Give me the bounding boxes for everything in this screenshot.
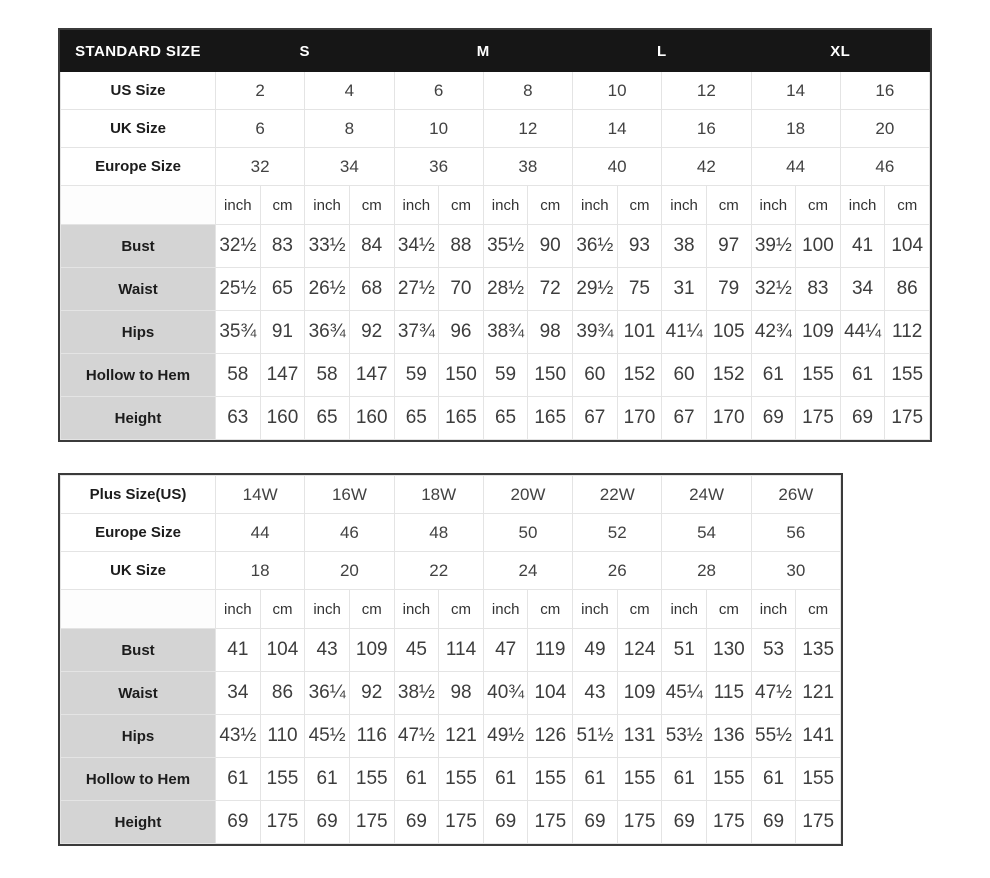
unit-cell: cm xyxy=(885,186,930,225)
size-cell: 20 xyxy=(305,552,394,590)
value-cell: 28½ xyxy=(483,268,528,311)
table-header-row xyxy=(61,31,930,72)
value-cell: 44¼ xyxy=(840,311,885,354)
size-row xyxy=(61,110,930,148)
value-cell: 61 xyxy=(662,758,707,801)
value-cell: 53 xyxy=(751,629,796,672)
unit-cell: cm xyxy=(528,590,573,629)
value-cell: 83 xyxy=(260,225,305,268)
value-cell: 65 xyxy=(305,397,350,440)
size-row xyxy=(61,552,841,590)
empty-corner-cell xyxy=(61,590,216,629)
row-label: Hips xyxy=(61,311,216,354)
value-cell: 104 xyxy=(260,629,305,672)
value-cell: 150 xyxy=(439,354,484,397)
value-cell: 26½ xyxy=(305,268,350,311)
value-cell: 32½ xyxy=(216,225,261,268)
value-cell: 63 xyxy=(216,397,261,440)
value-cell: 155 xyxy=(885,354,930,397)
value-cell: 69 xyxy=(216,801,261,844)
value-cell: 165 xyxy=(439,397,484,440)
value-cell: 100 xyxy=(796,225,841,268)
size-cell: 52 xyxy=(573,514,662,552)
standard-size-table-frame xyxy=(58,28,932,442)
value-cell: 105 xyxy=(706,311,751,354)
value-cell: 160 xyxy=(349,397,394,440)
value-cell: 88 xyxy=(439,225,484,268)
value-cell: 136 xyxy=(707,715,752,758)
value-cell: 84 xyxy=(349,225,394,268)
unit-cell: inch xyxy=(751,590,796,629)
measurement-row xyxy=(61,672,841,715)
value-cell: 69 xyxy=(662,801,707,844)
value-cell: 43 xyxy=(573,672,618,715)
size-cell: 8 xyxy=(305,110,394,148)
measurement-row xyxy=(61,225,930,268)
size-cell: 26W xyxy=(751,476,840,514)
value-cell: 86 xyxy=(885,268,930,311)
value-cell: 25½ xyxy=(216,268,261,311)
value-cell: 175 xyxy=(260,801,305,844)
size-cell: 16 xyxy=(840,72,929,110)
standard-size-table xyxy=(60,30,930,440)
row-label: Europe Size xyxy=(61,514,216,552)
size-cell: 34 xyxy=(305,148,394,186)
size-cell: 2 xyxy=(216,72,305,110)
value-cell: 152 xyxy=(617,354,662,397)
value-cell: 45½ xyxy=(305,715,350,758)
value-cell: 61 xyxy=(573,758,618,801)
size-cell: 16 xyxy=(662,110,751,148)
value-cell: 175 xyxy=(707,801,752,844)
value-cell: 126 xyxy=(528,715,573,758)
value-cell: 47½ xyxy=(751,672,796,715)
value-cell: 135 xyxy=(796,629,841,672)
value-cell: 38 xyxy=(662,225,707,268)
measurement-row xyxy=(61,354,930,397)
value-cell: 60 xyxy=(662,354,707,397)
value-cell: 43 xyxy=(305,629,350,672)
unit-cell: inch xyxy=(305,186,350,225)
row-label: Bust xyxy=(61,629,216,672)
size-cell: 44 xyxy=(216,514,305,552)
value-cell: 38½ xyxy=(394,672,439,715)
size-cell: 18 xyxy=(216,552,305,590)
value-cell: 40¾ xyxy=(483,672,528,715)
size-row xyxy=(61,476,841,514)
value-cell: 41¼ xyxy=(662,311,707,354)
value-cell: 69 xyxy=(573,801,618,844)
value-cell: 55½ xyxy=(751,715,796,758)
unit-cell: inch xyxy=(216,186,261,225)
unit-cell: cm xyxy=(349,186,394,225)
value-cell: 91 xyxy=(260,311,305,354)
unit-cell: cm xyxy=(528,186,573,225)
plus-size-table xyxy=(60,475,841,844)
empty-corner-cell xyxy=(61,186,216,225)
value-cell: 70 xyxy=(439,268,484,311)
value-cell: 60 xyxy=(573,354,618,397)
value-cell: 61 xyxy=(751,354,796,397)
size-cell: 40 xyxy=(573,148,662,186)
value-cell: 83 xyxy=(796,268,841,311)
value-cell: 150 xyxy=(528,354,573,397)
row-label: Waist xyxy=(61,268,216,311)
measurement-row xyxy=(61,758,841,801)
value-cell: 61 xyxy=(751,758,796,801)
value-cell: 49½ xyxy=(483,715,528,758)
row-label: Hollow to Hem xyxy=(61,354,216,397)
value-cell: 147 xyxy=(349,354,394,397)
size-cell: 18 xyxy=(751,110,840,148)
row-label: Hips xyxy=(61,715,216,758)
value-cell: 34 xyxy=(216,672,261,715)
value-cell: 121 xyxy=(796,672,841,715)
value-cell: 141 xyxy=(796,715,841,758)
value-cell: 69 xyxy=(751,397,796,440)
measurement-row xyxy=(61,801,841,844)
value-cell: 69 xyxy=(751,801,796,844)
value-cell: 34 xyxy=(840,268,885,311)
value-cell: 61 xyxy=(840,354,885,397)
size-cell: 26 xyxy=(573,552,662,590)
value-cell: 65 xyxy=(394,397,439,440)
size-cell: 32 xyxy=(216,148,305,186)
value-cell: 92 xyxy=(349,672,394,715)
unit-cell: inch xyxy=(483,186,528,225)
value-cell: 114 xyxy=(439,629,484,672)
value-cell: 170 xyxy=(617,397,662,440)
value-cell: 29½ xyxy=(573,268,618,311)
size-cell: 10 xyxy=(394,110,483,148)
size-cell: 38 xyxy=(483,148,572,186)
value-cell: 34½ xyxy=(394,225,439,268)
value-cell: 175 xyxy=(796,397,841,440)
value-cell: 124 xyxy=(617,629,662,672)
value-cell: 45 xyxy=(394,629,439,672)
measurement-row xyxy=(61,268,930,311)
row-label: UK Size xyxy=(61,552,216,590)
value-cell: 98 xyxy=(528,311,573,354)
size-row xyxy=(61,72,930,110)
value-cell: 51 xyxy=(662,629,707,672)
value-cell: 165 xyxy=(528,397,573,440)
value-cell: 65 xyxy=(260,268,305,311)
unit-cell: inch xyxy=(573,590,618,629)
size-cell: 44 xyxy=(751,148,840,186)
unit-cell: cm xyxy=(617,186,662,225)
size-cell: 18W xyxy=(394,476,483,514)
size-group-header: XL xyxy=(751,31,930,72)
size-group-header: L xyxy=(573,31,752,72)
size-cell: 54 xyxy=(662,514,751,552)
size-row xyxy=(61,148,930,186)
value-cell: 69 xyxy=(305,801,350,844)
value-cell: 175 xyxy=(439,801,484,844)
value-cell: 121 xyxy=(439,715,484,758)
size-cell: 46 xyxy=(840,148,929,186)
measurement-row xyxy=(61,397,930,440)
value-cell: 59 xyxy=(483,354,528,397)
plus-size-table-frame xyxy=(58,473,843,846)
unit-cell: cm xyxy=(796,186,841,225)
unit-cell: inch xyxy=(394,590,439,629)
value-cell: 61 xyxy=(483,758,528,801)
value-cell: 36¼ xyxy=(305,672,350,715)
size-cell: 24 xyxy=(483,552,572,590)
value-cell: 160 xyxy=(260,397,305,440)
value-cell: 79 xyxy=(706,268,751,311)
size-cell: 28 xyxy=(662,552,751,590)
value-cell: 175 xyxy=(617,801,662,844)
size-cell: 48 xyxy=(394,514,483,552)
row-label: Height xyxy=(61,801,216,844)
value-cell: 98 xyxy=(439,672,484,715)
unit-cell: inch xyxy=(483,590,528,629)
value-cell: 147 xyxy=(260,354,305,397)
unit-cell: cm xyxy=(439,590,484,629)
value-cell: 61 xyxy=(305,758,350,801)
row-label: Plus Size(US) xyxy=(61,476,216,514)
value-cell: 115 xyxy=(707,672,752,715)
value-cell: 58 xyxy=(305,354,350,397)
value-cell: 175 xyxy=(796,801,841,844)
value-cell: 35¾ xyxy=(216,311,261,354)
size-cell: 22 xyxy=(394,552,483,590)
unit-cell: inch xyxy=(573,186,618,225)
value-cell: 49 xyxy=(573,629,618,672)
size-cell: 14W xyxy=(216,476,305,514)
size-cell: 14 xyxy=(573,110,662,148)
value-cell: 170 xyxy=(706,397,751,440)
unit-cell: cm xyxy=(617,590,662,629)
value-cell: 37¾ xyxy=(394,311,439,354)
value-cell: 39¾ xyxy=(573,311,618,354)
unit-cell: inch xyxy=(751,186,796,225)
value-cell: 92 xyxy=(349,311,394,354)
value-cell: 69 xyxy=(394,801,439,844)
value-cell: 75 xyxy=(617,268,662,311)
value-cell: 155 xyxy=(528,758,573,801)
row-label: Bust xyxy=(61,225,216,268)
unit-cell: cm xyxy=(260,186,305,225)
value-cell: 101 xyxy=(617,311,662,354)
value-cell: 175 xyxy=(885,397,930,440)
unit-cell: inch xyxy=(662,186,707,225)
value-cell: 155 xyxy=(796,758,841,801)
value-cell: 175 xyxy=(349,801,394,844)
row-label: Europe Size xyxy=(61,148,216,186)
value-cell: 155 xyxy=(349,758,394,801)
value-cell: 41 xyxy=(840,225,885,268)
unit-cell: inch xyxy=(840,186,885,225)
unit-cell: cm xyxy=(706,186,751,225)
value-cell: 155 xyxy=(617,758,662,801)
size-cell: 42 xyxy=(662,148,751,186)
unit-cell: inch xyxy=(394,186,439,225)
value-cell: 67 xyxy=(573,397,618,440)
unit-cell: inch xyxy=(216,590,261,629)
value-cell: 109 xyxy=(617,672,662,715)
size-cell: 10 xyxy=(573,72,662,110)
size-group-header: S xyxy=(216,31,395,72)
size-cell: 22W xyxy=(573,476,662,514)
value-cell: 68 xyxy=(349,268,394,311)
measurement-row xyxy=(61,629,841,672)
size-cell: 14 xyxy=(751,72,840,110)
row-label: UK Size xyxy=(61,110,216,148)
value-cell: 86 xyxy=(260,672,305,715)
size-cell: 20W xyxy=(483,476,572,514)
size-cell: 8 xyxy=(483,72,572,110)
value-cell: 155 xyxy=(439,758,484,801)
unit-cell: inch xyxy=(662,590,707,629)
unit-cell: cm xyxy=(796,590,841,629)
unit-cell: cm xyxy=(260,590,305,629)
value-cell: 42¾ xyxy=(751,311,796,354)
size-cell: 46 xyxy=(305,514,394,552)
value-cell: 43½ xyxy=(216,715,261,758)
value-cell: 33½ xyxy=(305,225,350,268)
value-cell: 131 xyxy=(617,715,662,758)
unit-cell: cm xyxy=(349,590,394,629)
unit-cell: cm xyxy=(707,590,752,629)
value-cell: 109 xyxy=(796,311,841,354)
row-label: US Size xyxy=(61,72,216,110)
size-cell: 36 xyxy=(394,148,483,186)
size-cell: 20 xyxy=(840,110,929,148)
value-cell: 130 xyxy=(707,629,752,672)
row-label: Height xyxy=(61,397,216,440)
value-cell: 97 xyxy=(706,225,751,268)
value-cell: 65 xyxy=(483,397,528,440)
table-title: STANDARD SIZE xyxy=(61,31,216,72)
value-cell: 155 xyxy=(707,758,752,801)
value-cell: 53½ xyxy=(662,715,707,758)
value-cell: 155 xyxy=(796,354,841,397)
value-cell: 69 xyxy=(483,801,528,844)
unit-cell: cm xyxy=(439,186,484,225)
value-cell: 47 xyxy=(483,629,528,672)
value-cell: 45¼ xyxy=(662,672,707,715)
value-cell: 47½ xyxy=(394,715,439,758)
value-cell: 59 xyxy=(394,354,439,397)
measurement-row xyxy=(61,311,930,354)
value-cell: 36½ xyxy=(573,225,618,268)
value-cell: 69 xyxy=(840,397,885,440)
value-cell: 58 xyxy=(216,354,261,397)
value-cell: 31 xyxy=(662,268,707,311)
value-cell: 61 xyxy=(216,758,261,801)
unit-row xyxy=(61,590,841,629)
size-cell: 56 xyxy=(751,514,840,552)
value-cell: 61 xyxy=(394,758,439,801)
size-group-header: M xyxy=(394,31,573,72)
value-cell: 41 xyxy=(216,629,261,672)
value-cell: 35½ xyxy=(483,225,528,268)
value-cell: 90 xyxy=(528,225,573,268)
value-cell: 119 xyxy=(528,629,573,672)
unit-cell: inch xyxy=(305,590,350,629)
size-cell: 6 xyxy=(216,110,305,148)
value-cell: 155 xyxy=(260,758,305,801)
value-cell: 51½ xyxy=(573,715,618,758)
value-cell: 96 xyxy=(439,311,484,354)
value-cell: 152 xyxy=(706,354,751,397)
value-cell: 109 xyxy=(349,629,394,672)
value-cell: 112 xyxy=(885,311,930,354)
value-cell: 104 xyxy=(885,225,930,268)
value-cell: 36¾ xyxy=(305,311,350,354)
value-cell: 110 xyxy=(260,715,305,758)
row-label: Waist xyxy=(61,672,216,715)
value-cell: 32½ xyxy=(751,268,796,311)
value-cell: 38¾ xyxy=(483,311,528,354)
measurement-row xyxy=(61,715,841,758)
value-cell: 27½ xyxy=(394,268,439,311)
size-cell: 12 xyxy=(483,110,572,148)
row-label: Hollow to Hem xyxy=(61,758,216,801)
value-cell: 93 xyxy=(617,225,662,268)
unit-row xyxy=(61,186,930,225)
value-cell: 175 xyxy=(528,801,573,844)
size-cell: 50 xyxy=(483,514,572,552)
size-cell: 6 xyxy=(394,72,483,110)
value-cell: 72 xyxy=(528,268,573,311)
size-row xyxy=(61,514,841,552)
size-cell: 24W xyxy=(662,476,751,514)
value-cell: 67 xyxy=(662,397,707,440)
value-cell: 39½ xyxy=(751,225,796,268)
size-cell: 16W xyxy=(305,476,394,514)
value-cell: 116 xyxy=(349,715,394,758)
size-cell: 12 xyxy=(662,72,751,110)
size-cell: 30 xyxy=(751,552,840,590)
size-cell: 4 xyxy=(305,72,394,110)
value-cell: 104 xyxy=(528,672,573,715)
